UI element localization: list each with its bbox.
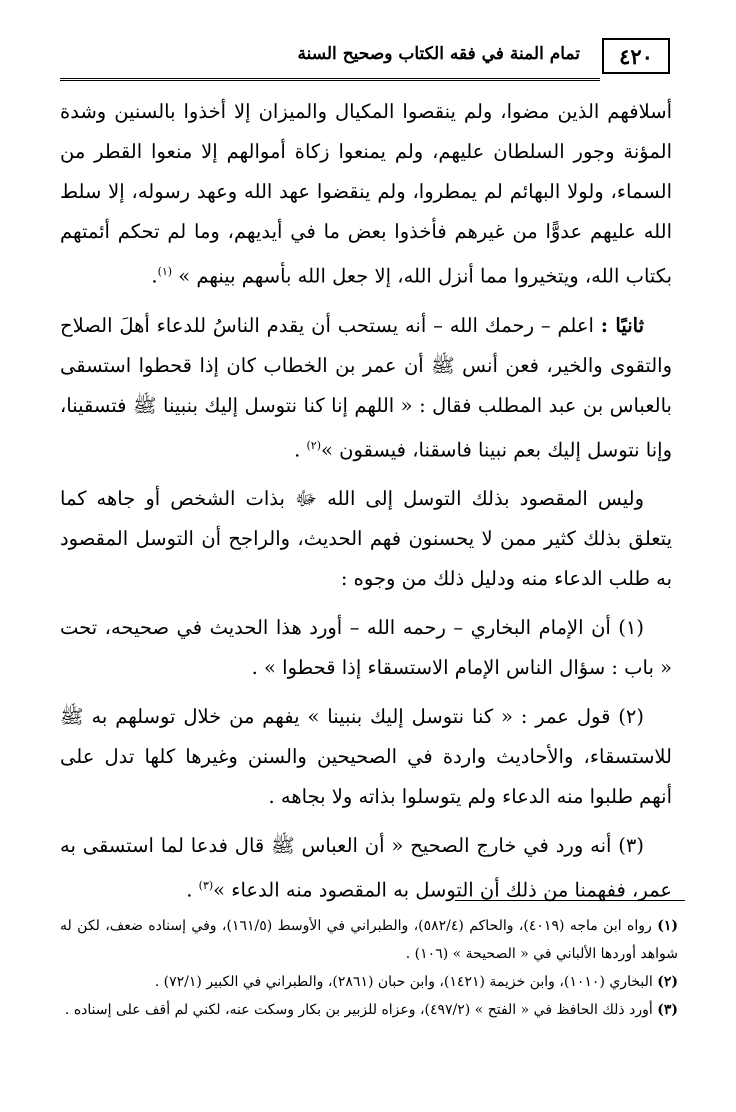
footnote-number: (١) — [657, 918, 678, 934]
footnote-ref: (١) — [157, 265, 173, 278]
paragraph-tail: . — [294, 438, 307, 461]
page-number: ٤٢٠ — [602, 38, 670, 74]
paragraph-lead: (١) — [618, 616, 644, 639]
header-rule — [60, 78, 600, 81]
paragraph-secondly — [60, 306, 672, 471]
paragraph-point-3 — [60, 826, 672, 911]
paragraph-tail: . — [151, 264, 158, 288]
paragraph-text: أسلافهم الذين مضوا، ولم ينقصوا المكيال والميزان إلا أخذوا بالسنين وشدة المؤنة وجور السلطان عليهم، ولم يمنعوا زكاة أموالهم إلا منعوا القطر من السماء، ولولا البهائم لم يمطروا، ولم ينقضوا عهد الله وعهد رسوله، إلا سلط الله عليهم عدوًّا من غيرهم فأخذوا بعض ما في أيديهم، وما لم تحكم أئمتهم بكتاب الله، ويتخيروا مما أنزل الله، إلا جعل الله بأسهم بينهم » — [60, 100, 672, 288]
paragraph-text: وليس المقصود بذلك التوسل إلى الله ﷻ بذات الشخص أو جاهه كما يتعلق بذلك كثير ممن لا يحسنون فهم الحديث، والراجح أن التوسل المقصود به طلب الدعاء منه ودليل ذلك من وجوه : — [60, 487, 672, 590]
footnote-1 — [60, 912, 678, 968]
footnote-3 — [60, 996, 678, 1024]
footnote-rule — [455, 900, 685, 901]
paragraph-lead: ثانيًا : — [600, 313, 644, 337]
paragraph-point-2 — [60, 697, 672, 817]
page-header — [60, 38, 670, 78]
footnotes — [60, 912, 678, 1024]
footnote-ref: (٣) — [198, 879, 214, 892]
footnote-text: البخاري (١٠١٠)، وابن خزيمة (١٤٢١)، وابن حبان (٢٨٦١)، والطبراني في الكبير (٧٢/١) . — [154, 974, 653, 990]
paragraph-text: اعلم – رحمك الله – أنه يستحب أن يقدم الناسُ للدعاء أهلَ الصلاح والتقوى والخير، فعن أنس ﷺ أن عمر بن الخطاب كان إذا قحطوا استسقى بالعباس بن عبد المطلب فقال : « اللهم إنا كنا نتوسل إليك بنبينا ﷺ فتسقينا، وإنا نتوسل إليك بعم نبينا فاسقنا، فيسقون » — [60, 313, 672, 461]
footnote-2 — [60, 968, 678, 996]
paragraph-tail: . — [186, 878, 199, 902]
paragraph-point-1 — [60, 608, 672, 688]
paragraph-text: أنه ورد في خارج الصحيح « أن العباس ﷺ قال فدعا لما استسقى به عمر، ففهمنا من ذلك أن التوسل به المقصود منه الدعاء » — [60, 834, 672, 902]
footnote-number: (٢) — [657, 974, 678, 990]
body-text — [60, 92, 672, 911]
running-title: تمام المنة في فقه الكتاب وصحيح السنة — [297, 44, 580, 64]
footnote-text: أورد ذلك الحافظ في « الفتح » (٤٩٧/٢)، وعزاه للزبير بن بكار وسكت عنه، لكني لم أقف على إسناده . — [64, 1002, 653, 1018]
paragraph-text: أن الإمام البخاري – رحمه الله – أورد هذا الحديث في صحيحه، تحت « باب : سؤال الناس الإمام الاستسقاء إذا قحطوا » . — [60, 616, 672, 679]
paragraph-lead: (٢) — [618, 705, 644, 728]
paragraph-tawassul — [60, 479, 672, 599]
footnote-number: (٣) — [657, 1002, 678, 1018]
paragraph-lead: (٣) — [618, 834, 644, 857]
paragraph-continuation — [60, 92, 672, 297]
paragraph-text: قول عمر : « كنا نتوسل إليك بنبينا » يفهم من خلال توسلهم به ﷺ للاستسقاء، والأحاديث واردة في الصحيحين والسنن وغيرها كلها تدل على أنهم طلبوا منه الدعاء ولم يتوسلوا بذاته ولا بجاهه . — [60, 705, 672, 808]
footnote-text: رواه ابن ماجه (٤٠١٩)، والحاكم (٥٨٢/٤)، والطبراني في الأوسط (١٦١/٥)، وفي إسناده ضعف، لكن له شواهد أوردها الألباني في « الصحيحة » (١٠٦) . — [60, 918, 678, 962]
footnote-ref: (٢) — [306, 438, 322, 452]
